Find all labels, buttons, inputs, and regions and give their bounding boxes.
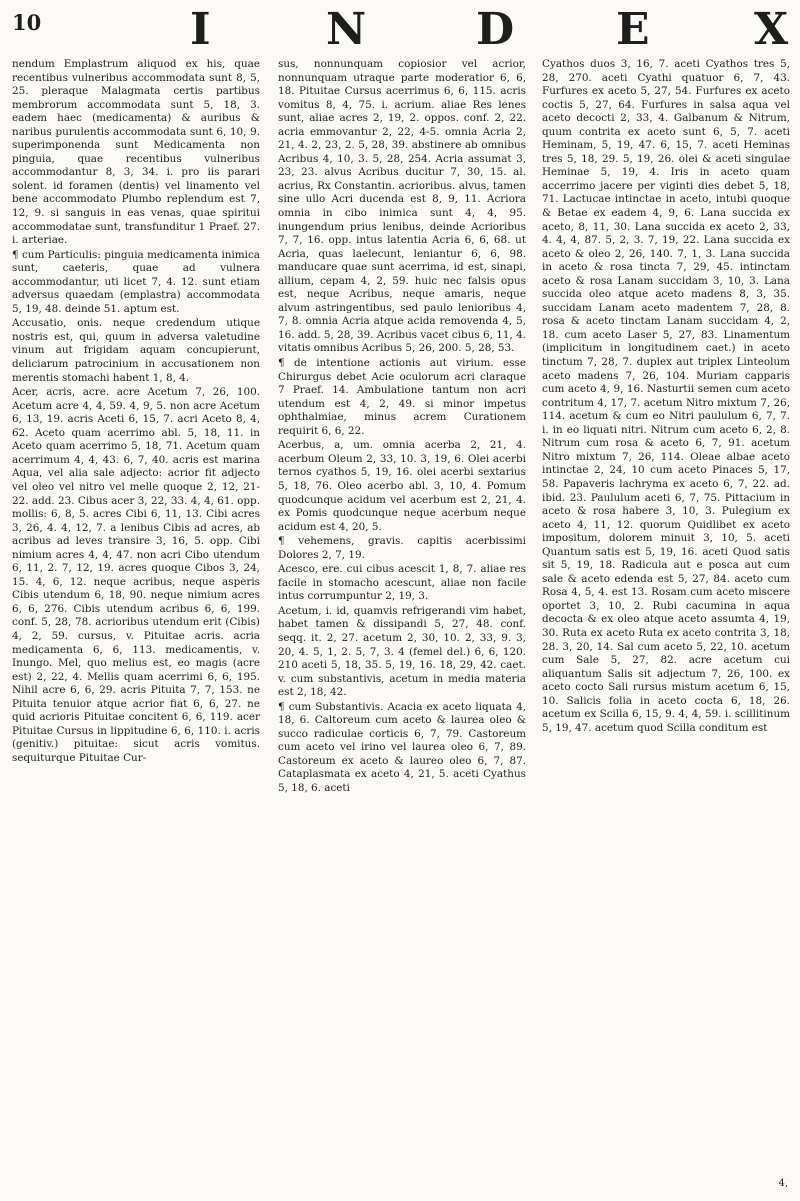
index-paragraph: Acesco, ere. cui cibus acescit 1, 8, 7. aliae res facile in stomacho acescunt, aliae non facile intus corrumpuntur 2, 19, 3. (278, 563, 526, 603)
running-head-letter: X (754, 4, 789, 55)
index-paragraph: ¶ de intentione actionis aut virium. esse Chirurgus debet Acie oculorum acri claraque 7 Praef. 14. Ambulatione tantum non acri utendum est 4, 2, 49. si minor impetus ophthalmiae, minus acrem Curationem requirit 6, 6, 22. (278, 357, 526, 437)
running-head-letter: N (326, 4, 367, 55)
text-column-right (542, 58, 790, 1198)
text-column-left (12, 58, 260, 1198)
running-head-letter: E (616, 4, 650, 55)
index-paragraph: ¶ cum Substantivis. Acacia ex aceto liquata 4, 18, 6. Caltoreum cum aceto & laurea oleo & succo radiculae corticis 6, 7, 79. Castoreum cum aceto vel irino vel laurea oleo 6, 7, 89. Castoreum ex aceto & laureo oleo 6, 7, 87. Cataplasmata ex aceto 4, 21, 5. aceti Cyathus 5, 18, 6. aceti (278, 700, 526, 794)
index-paragraph: ¶ cum Particulis: pinguia medicamenta inimica sunt, caeteris, quae ad vulnera accommodantur, uti licet 7, 4. 12. sunt etiam adversus quaedam (emplastra) accommodata 5, 19, 48. deinde 51. aptum est. (12, 248, 260, 315)
running-head-letter: D (476, 4, 515, 55)
index-paragraph: Acer, acris, acre. acre Acetum 7, 26, 100. Acetum acre 4, 4, 59. 4, 9, 5. non acre Acetum 6, 13, 19. acris Aceti 6, 15, 7. acri Aceto 8, 4, 62. Aceto quam acerrimo abl. 5, 18, 11. in Aceto quam acerrimo 5, 18, 71. Acetum quam acerrimum 4, 4, 43. 6, 7, 40. acris est marina Aqua, vel alia sale adjecto: acrior fit adjecto vel oleo vel nitro vel melle quoque 2, 12, 21-22. add. 23. Cibus acer 3, 22, 33. 4, 4, 61. opp. mollis: 6, 8, 5. acres Cibi 6, 11, 13. Cibi acres 3, 26, 4. 4, 12, 7. a lenibus Cibis ad acres, ab acribus ad leves transire 3, 16, 5. opp. Cibi nimium acres 4, 4, 47. non acri Cibo utendum 6, 11, 2. 7, 12, 19. acres quoque Cibos 3, 24, 15. 4, 6, 12. neque acribus, neque asperis Cibis utendum 6, 18, 90. neque nimium acres 6, 6, 276. Cibis utendum acribus 6, 6, 199. conf. 5, 28, 78. acrioribus utendum erit (Cibis) 4, 2, 59. cursus, v. Pituitae acris. acria medicamenta 6, 6, 113. medicamentis, v. Inungo. Mel, quo melius est, eo magis (acre est) 2, 22, 4. Mellis quam acerrimi 6, 6, 195. Nihil acre 6, 6, 29. acris Pituita 7, 7, 153. ne Pituita tenuior atque acrior fiat 6, 6, 27. ne quid acrioris Pituitae concitent 6, 6, 119. acer Pituitae Cursus in lippitudine 6, 6, 110. i. acris (genitiv.) pituitae: sicut acris vomitus. sequiturque Pituitae Cur- (12, 386, 260, 764)
index-paragraph: Acerbus, a, um. omnia acerba 2, 21, 4. acerbum Oleum 2, 33, 10. 3, 19, 6. Olei acerbi ternos cyathos 5, 19, 16. olei acerbi sextarius 5, 18, 76. Oleo acerbo abl. 3, 10, 4. Pomum quodcunque acidum vel acerbum est 2, 21, 4. ex Pomis quodcunque neque acerbum neque acidum est 4, 20, 5. (278, 439, 526, 533)
catchword: 4, (778, 1178, 788, 1189)
index-paragraph: Cyathos duos 3, 16, 7. aceti Cyathos tres 5, 28, 270. aceti Cyathi quatuor 6, 7, 43. Furfures ex aceto 5, 27, 54. Furfures ex aceto coctis 5, 27, 64. Furfures in salsa aqua vel aceto decocti 2, 33, 4. Galbanum & Nitrum, quum contrita ex aceto sunt 6, 5, 7. aceti Heminam, 5, 19, 47. 6, 15, 7. aceti Heminas tres 5, 18, 29. 5, 19, 26. olei & aceti singulae Heminae 5, 19, 4. Iris in aceto quam accerrimo jacere per viginti dies debet 5, 18, 71. Lactucae intinctae in aceto, intubi quoque & Betae ex eadem 4, 9, 6. Lana succida ex aceto, 8, 11, 30. Lana succida ex aceto 2, 33, 4. 4, 4, 87. 5, 2, 3. 7, 19, 22. Lana succida ex aceto & oleo 2, 26, 140. 7, 1, 3. Lana succida in aceto & rosa tincta 7, 29, 45. intinctam aceto & rosa Lanam succidam 3, 10, 3. Lana succida oleo atque aceto madens 8, 3, 35. succidam Lanam aceto madentem 7, 28, 8. rosa & aceto tinctam Lanam succidam 4, 2, 18. cum aceto Laser 5, 27, 83. Linamentum (implicitum in longitudinem caet.) in aceto tinctum 7, 28, 7. duplex aut triplex Linteolum aceto madens 7, 26, 104. Muriam capparis cum aceto 4, 9, 16. Nasturtii semen cum aceto contritum 4, 17, 7. acetum Nitro mixtum 7, 26, 114. acetum & cum eo Nitri paululum 6, 7, 7. i. in eo liquati nitri. Nitrum cum aceto 6, 2, 8. Nitrum cum rosa & aceto 6, 7, 91. acetum Nitro mixtum 7, 26, 114. Oleae albae aceto intinctae 2, 24, 10 cum aceto Pinaces 5, 17, 58. Papaveris lachryma ex aceto 6, 7, 22. ad. ibid. 23. Paululum aceti 6, 7, 75. Pittacium in aceto & rosa habere 3, 10, 3. Pulegium ex aceto 4, 11, 12. quorum Quidlibet ex aceto impositum, dolorem minuit 3, 10, 5. aceti Quantum satis est 5, 19, 16. aceti Quod satis sit 5, 19, 18. Radicula aut e posca aut cum sale & aceto edenda est 5, 27, 84. aceto cum Rosa 4, 5, 4. est 13. Rosam cum aceto miscere oportet 3, 10, 2. Rubi cacumina in aqua decocta & ex oleo atque aceto assumta 4, 19, 30. Ruta ex aceto Ruta ex aceto contrita 3, 18, 28. 3, 20, 14. Sal cum aceto 5, 22, 10. acetum cum Sale 5, 27, 82. acre acetum cui aliquantum Salis sit adjectum 7, 26, 100. ex aceto cocto Sali rursus mistum acetum 6, 15, 10. Salicis folia in aceto cocta 6, 18, 26. acetum ex Scilla 6, 15, 9. 4, 4, 59. i. scillitinum 5, 19, 47. acetum quod Scilla conditum est (542, 58, 790, 734)
running-head-letter: I (190, 4, 211, 55)
index-paragraph: sus, nonnunquam copiosior vel acrior, nonnunquam utraque parte moderatior 6, 6, 18. Pituitae Cursus acerrimus 6, 6, 115. acris vomitus 8, 4, 75. i. acrium. aliae Res lenes sunt, aliae acres 2, 19, 2. oppos. conf. 2, 22. acria emmovantur 2, 22, 4-5. omnia Acria 2, 21, 4. 2, 23, 2. 5, 28, 39. abstinere ab omnibus Acribus 4, 10, 3. 5, 28, 254. Acria assumat 3, 23, 23. alvus Acribus ducitur 7, 30, 15. al. acrius, Rx Constantin. acrioribus. alvus, tamen sine ullo Acri ducenda est 8, 9, 11. Acriora omnia in cibo inimica sunt 4, 4, 95. inungendum prius lenibus, deinde Acrioribus 7, 7, 16. opp. intus latentia Acria 6, 6, 68. ut Acria, quas laelecunt, leniantur 6, 6, 98. manducare quae sunt acerrima, id est, sinapi, allium, cepam 4, 2, 59. huic nec falsis opus est, neque Acribus, neque amaris, neque alvum astringentibus, sed paulo lenioribus 4, 7, 8. omnia Acria atque acida removenda 4, 5, 16. add. 5, 28, 39. Acribus vacet cibus 6, 11, 4. vitatis omnibus Acribus 5, 26, 200. 5, 28, 53. (278, 58, 526, 355)
page-number: 10 (12, 10, 42, 35)
index-paragraph: ¶ vehemens, gravis. capitis acerbissimi Dolores 2, 7, 19. (278, 535, 526, 561)
index-paragraph: Acetum, i. id, quamvis refrigerandi vim habet, habet tamen & dissipandi 5, 27, 48. conf. seqq. it. 2, 27. acetum 2, 30, 10. 2, 33, 9. 3, 20, 4. 5, 1, 2. 5, 7, 3. 4 (femel del.) 6, 6, 120. 210 aceti 5, 18, 35. 5, 19, 16. 18, 29, 42. caet. v. cum substantivis, acetum in media materia est 2, 18, 42. (278, 604, 526, 699)
index-paragraph: Accusatio, onis. neque credendum utique nostris est, qui, quum in adversa valetudine vinum aut frigidam aquam concupierunt, deliciarum patrocinium in accusationem non merentis stomachi habent 1, 8, 4. (12, 317, 260, 384)
index-paragraph: nendum Emplastrum aliquod ex his, quae recentibus vulneribus accommodata sunt 8, 5, 25. pleraque Malagmata certis partibus membrorum accommodata sunt 5, 18, 3. eadem haec (medicamenta) & auribus & naribus purulentis accommodata sunt 6, 10, 9. superimponenda sunt Medicamenta non pinguia, quae recentibus vulneribus accommodantur 8, 3, 34. i. pro iis parari solent. id foramen (dentis) vel linamento vel bene accommodato Plumbo replendum est 7, 12, 9. si sanguis in eas venas, quae spiritui accommodatae sunt, transfunditur 1 Praef. 27. i. arteriae. (12, 58, 260, 247)
text-column-middle (278, 58, 526, 1198)
page-header (0, 0, 800, 60)
